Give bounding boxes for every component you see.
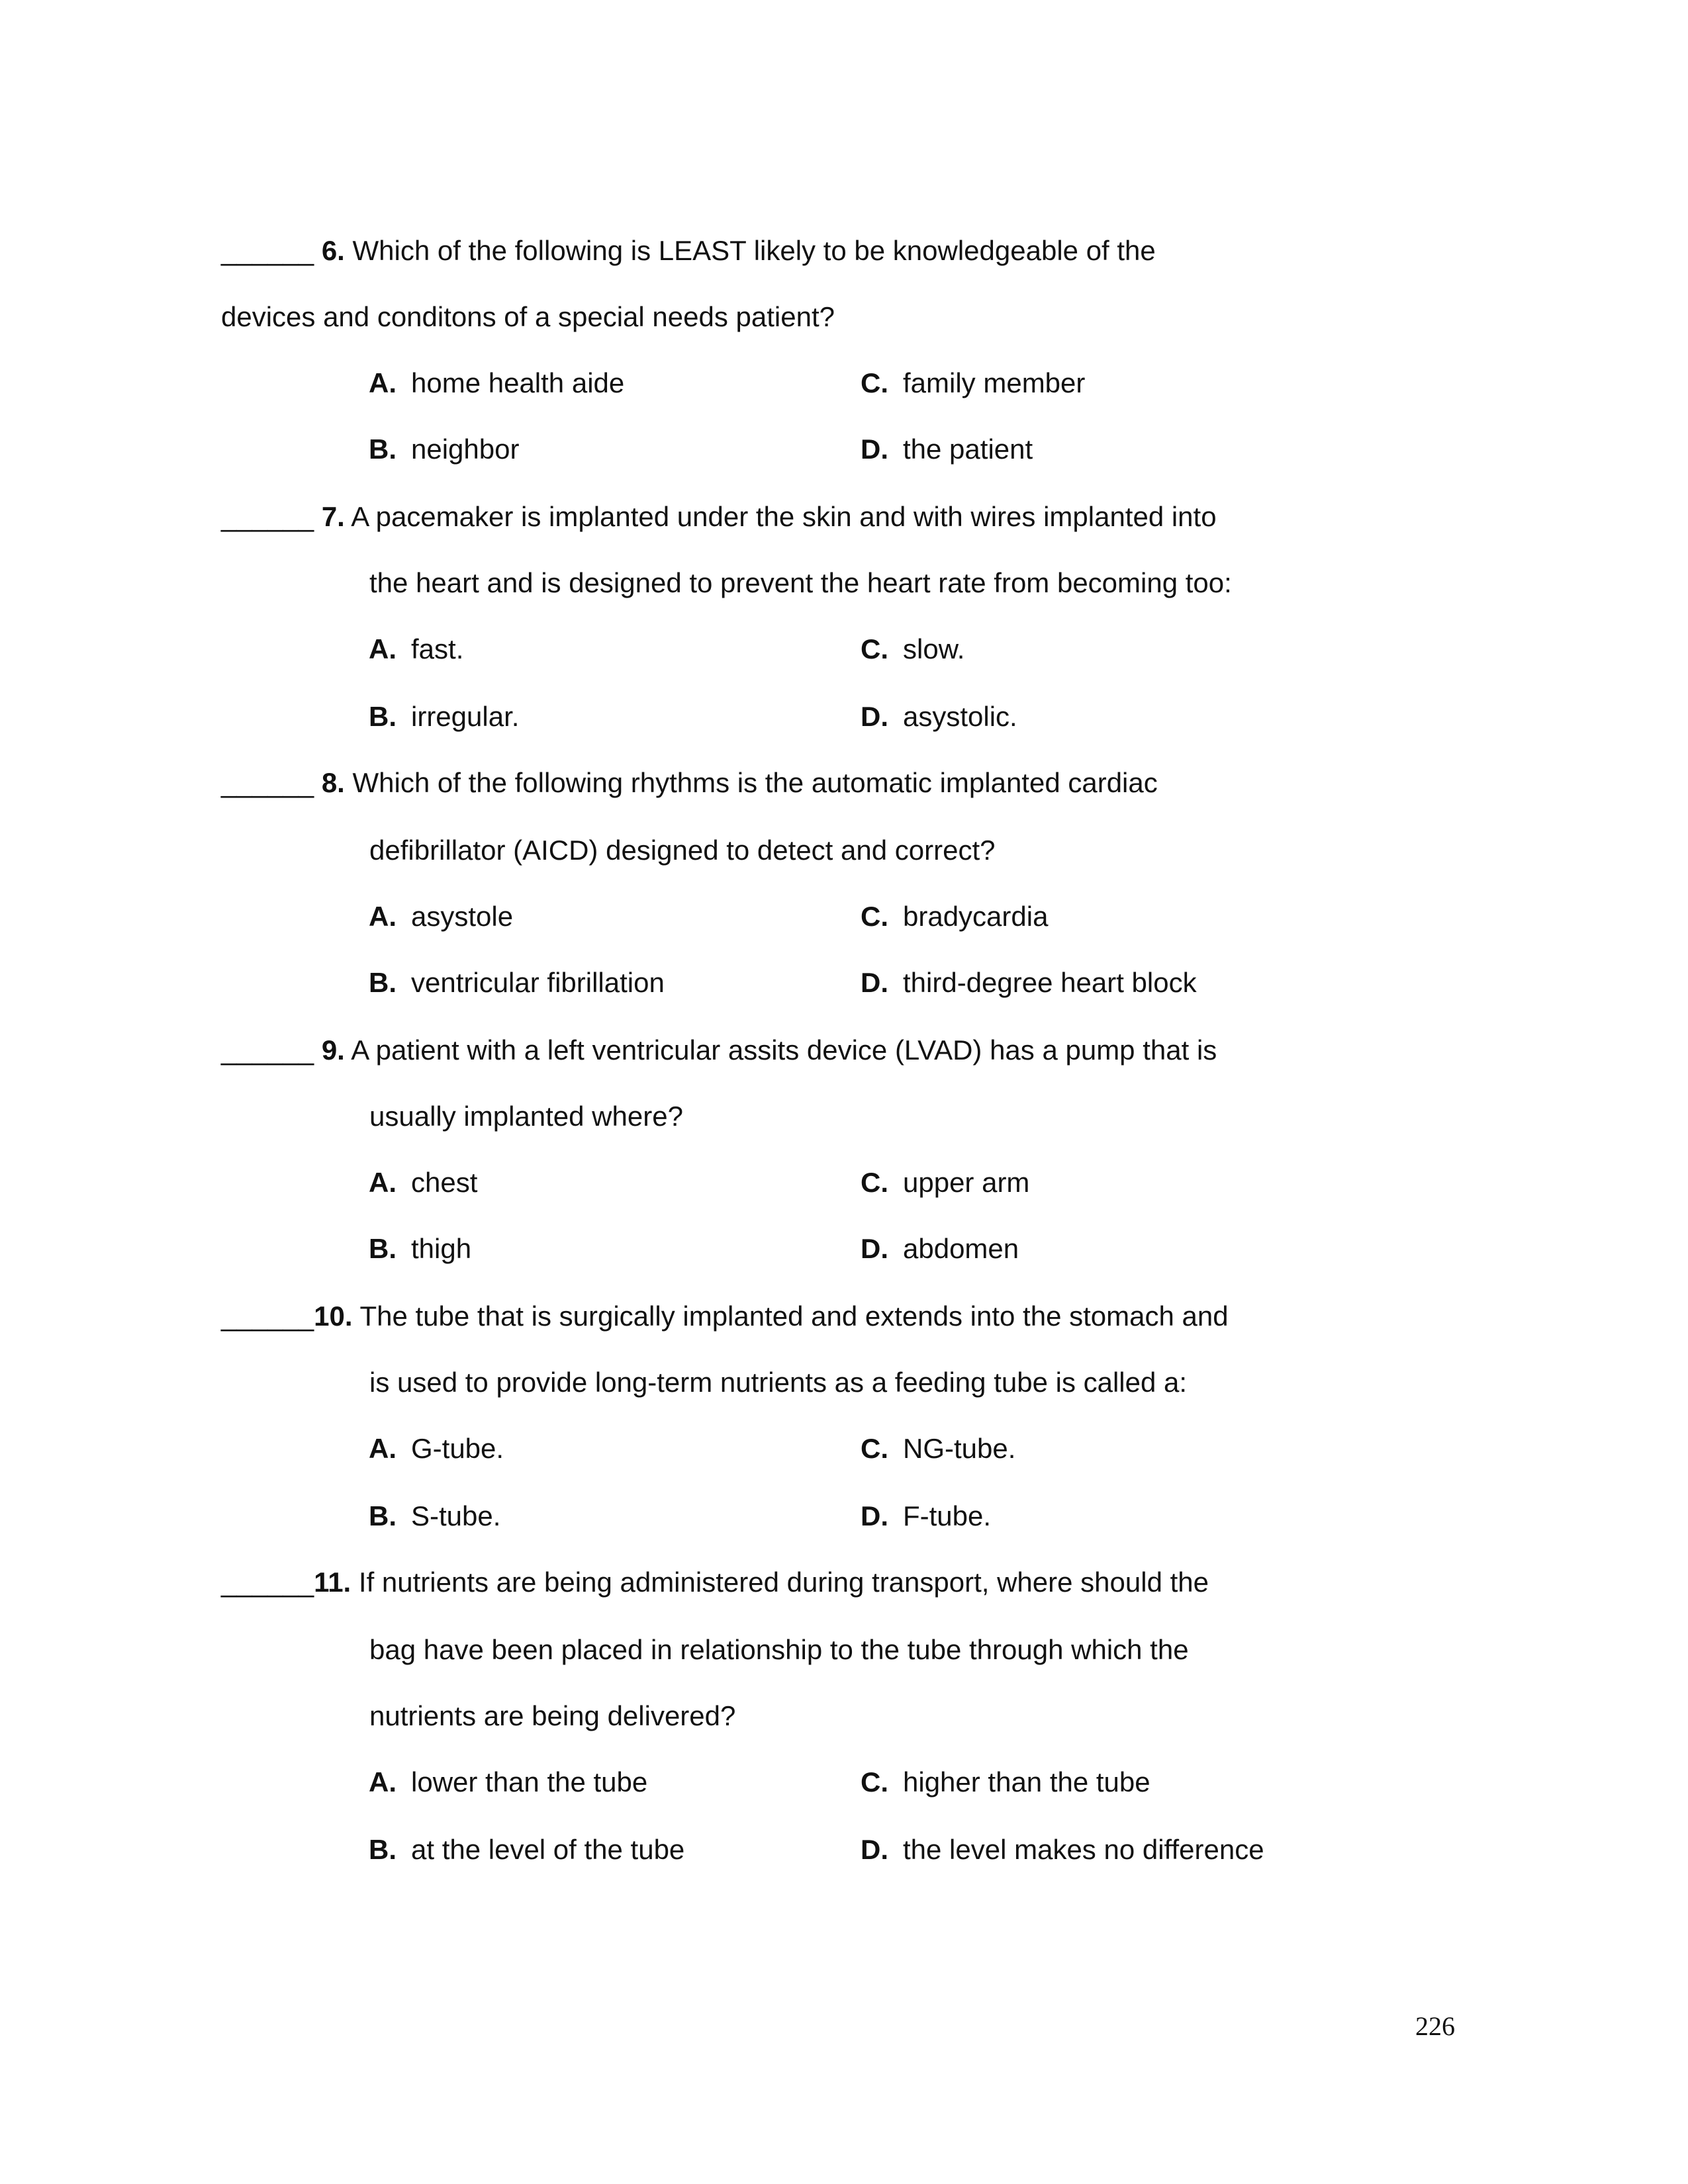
- question-number: 7.: [321, 501, 345, 532]
- question-6-line-1: [221, 234, 1156, 267]
- choice-text: NG-tube.: [903, 1433, 1016, 1464]
- choice-8c: [861, 900, 1048, 933]
- choice-letter: D.: [861, 1233, 888, 1264]
- choice-text: home health aide: [411, 367, 625, 398]
- choice-9b: [369, 1232, 471, 1265]
- question-6-line-2: devices and conditons of a special needs patient?: [221, 301, 835, 332]
- question-8-line-1: [221, 766, 1158, 799]
- choice-text: asystole: [411, 901, 514, 932]
- choice-text: asystolic.: [903, 701, 1017, 732]
- choice-text: at the level of the tube: [411, 1834, 685, 1865]
- choice-text: abdomen: [903, 1233, 1019, 1264]
- page-number: 226: [1415, 2011, 1455, 2041]
- choice-11a: [369, 1766, 647, 1799]
- choice-8d: [861, 966, 1197, 999]
- choice-letter: A.: [369, 1766, 397, 1797]
- choice-6a: [369, 367, 624, 400]
- choice-letter: A.: [369, 633, 397, 664]
- choice-text: lower than the tube: [411, 1766, 648, 1797]
- choice-letter: D.: [861, 433, 888, 465]
- choice-text: S-tube.: [411, 1500, 501, 1531]
- question-text: A pacemaker is implanted under the skin and with wires implanted into: [351, 501, 1217, 532]
- choice-letter: D.: [861, 1500, 888, 1531]
- choice-letter: A.: [369, 1167, 397, 1198]
- question-11-line-2: bag have been placed in relationship to the tube through which the: [369, 1634, 1189, 1665]
- choice-6b: [369, 433, 519, 466]
- choice-letter: B.: [369, 967, 397, 998]
- choice-6d: [861, 433, 1033, 466]
- choice-7b: [369, 700, 519, 733]
- question-number: 9.: [321, 1034, 345, 1066]
- choice-7d: [861, 700, 1017, 733]
- choice-text: F-tube.: [903, 1500, 992, 1531]
- question-9-line-1: [221, 1034, 1217, 1067]
- choice-letter: B.: [369, 701, 397, 732]
- choice-text: irregular.: [411, 701, 520, 732]
- choice-6c: [861, 367, 1085, 400]
- choice-9d: [861, 1232, 1019, 1265]
- choice-10c: [861, 1432, 1015, 1465]
- question-11-line-3: nutrients are being delivered?: [369, 1700, 736, 1731]
- question-10-line-1: [221, 1300, 1229, 1333]
- choice-text: higher than the tube: [903, 1766, 1150, 1797]
- answer-blank[interactable]: ______: [221, 1034, 314, 1066]
- answer-blank[interactable]: ______: [221, 1567, 314, 1598]
- choice-7c: [861, 633, 964, 666]
- question-number: 11.: [314, 1567, 352, 1598]
- choice-9c: [861, 1166, 1029, 1199]
- choice-8a: [369, 900, 513, 933]
- question-11-line-1: [221, 1566, 1209, 1599]
- choice-letter: B.: [369, 433, 397, 465]
- choice-10a: [369, 1432, 504, 1465]
- choice-letter: A.: [369, 901, 397, 932]
- choice-10b: [369, 1500, 500, 1533]
- question-8-line-2: defibrillator (AICD) designed to detect and correct?: [369, 835, 996, 866]
- choice-letter: D.: [861, 701, 888, 732]
- question-text: Which of the following rhythms is the automatic implanted cardiac: [352, 767, 1158, 798]
- question-10-line-2: is used to provide long-term nutrients as a feeding tube is called a:: [369, 1367, 1188, 1398]
- question-number: 10.: [314, 1300, 353, 1332]
- choice-11d: [861, 1833, 1264, 1866]
- choice-text: chest: [411, 1167, 478, 1198]
- question-text: If nutrients are being administered during transport, where should the: [358, 1567, 1209, 1598]
- choice-letter: B.: [369, 1500, 397, 1531]
- question-number: 8.: [321, 767, 345, 798]
- choice-text: fast.: [411, 633, 464, 664]
- answer-blank[interactable]: ______: [221, 767, 314, 798]
- question-text: The tube that is surgically implanted and extends into the stomach and: [359, 1300, 1229, 1332]
- choice-text: slow.: [903, 633, 965, 664]
- choice-8b: [369, 966, 665, 999]
- choice-text: neighbor: [411, 433, 520, 465]
- answer-blank[interactable]: ______: [221, 501, 314, 532]
- choice-letter: B.: [369, 1233, 397, 1264]
- choice-11b: [369, 1833, 684, 1866]
- question-text: A patient with a left ventricular assits device (LVAD) has a pump that is: [351, 1034, 1217, 1066]
- choice-letter: D.: [861, 967, 888, 998]
- choice-11c: [861, 1766, 1150, 1799]
- choice-letter: D.: [861, 1834, 888, 1865]
- answer-blank[interactable]: ______: [221, 235, 314, 266]
- question-9-line-2: usually implanted where?: [369, 1101, 683, 1132]
- choice-letter: C.: [861, 1167, 888, 1198]
- choice-7a: [369, 633, 463, 666]
- choice-text: the level makes no difference: [903, 1834, 1264, 1865]
- question-number: 6.: [321, 235, 345, 266]
- choice-9a: [369, 1166, 477, 1199]
- choice-letter: C.: [861, 901, 888, 932]
- question-text: Which of the following is LEAST likely to be knowledgeable of the: [352, 235, 1156, 266]
- choice-text: thigh: [411, 1233, 472, 1264]
- choice-text: ventricular fibrillation: [411, 967, 665, 998]
- choice-letter: A.: [369, 1433, 397, 1464]
- choice-text: G-tube.: [411, 1433, 504, 1464]
- choice-text: family member: [903, 367, 1086, 398]
- question-7-line-1: [221, 500, 1217, 533]
- choice-text: the patient: [903, 433, 1033, 465]
- choice-letter: C.: [861, 1766, 888, 1797]
- choice-text: third-degree heart block: [903, 967, 1197, 998]
- choice-letter: C.: [861, 633, 888, 664]
- choice-letter: C.: [861, 1433, 888, 1464]
- choice-letter: C.: [861, 367, 888, 398]
- question-7-line-2: the heart and is designed to prevent the heart rate from becoming too:: [369, 567, 1232, 598]
- choice-text: bradycardia: [903, 901, 1049, 932]
- choice-text: upper arm: [903, 1167, 1030, 1198]
- choice-letter: A.: [369, 367, 397, 398]
- choice-letter: B.: [369, 1834, 397, 1865]
- choice-10d: [861, 1500, 991, 1533]
- answer-blank[interactable]: ______: [221, 1300, 314, 1332]
